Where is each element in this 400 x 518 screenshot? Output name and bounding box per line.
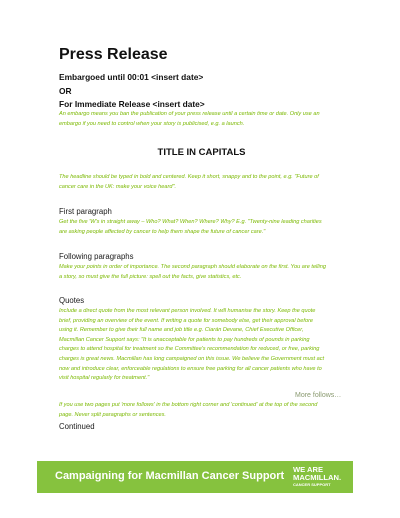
two-pages-note-line: If you use two pages put 'more follows' in the bottom right corner and 'continued' at the top of the second [59,402,318,408]
quotes-note-line: charges is great news. Macmillan has long campaigned on this issue. We believe the Government must act [59,355,325,362]
more-follows-label: More follows… [295,392,342,399]
embargo-line: Embargoed until 00:01 <insert date> [59,72,204,82]
logo-line-1: WE ARE [293,465,324,474]
banner-text: Campaigning for Macmillan Cancer Support [55,470,285,482]
quotes-note-line: charges to attend hospital for treatment so the Committee's recommendation for reduced, or free, parking [59,346,320,353]
headline-note-line: cancer care in the UK: make your voice heard". [59,183,177,190]
center-title: TITLE IN CAPITALS [157,147,246,158]
headline-note [59,173,347,192]
quotes-note-line: visit hospital regularly for treatment." [59,375,150,382]
immediate-release-line: For Immediate Release <insert date> [59,99,205,109]
macmillan-logo [293,466,341,487]
quotes-note-line: Include a direct quote from the most relevant person involved. It will humanise the story. Keep the quote [59,308,316,314]
quotes-heading: Quotes [59,296,85,305]
logo-line-3: CANCER SUPPORT [293,482,331,487]
following-note-line: a story, so must give the full picture: spell out the facts, give statistics, etc. [59,273,242,280]
logo-line-2: MACMILLAN. [293,473,342,482]
embargo-note-line: An embargo means you ban the publication of your press release until a certain time or date. Only use an [59,111,320,117]
embargo-note [59,110,347,129]
quotes-note [59,307,347,384]
quotes-note-line: Macmillan Cancer Support says: "It is unacceptable for patients to pay hundreds of pounds in parking [59,336,310,343]
first-paragraph-note-line: are asking people affected by cancer to help them shape the future of cancer care." [59,228,266,235]
campaign-banner [37,461,353,493]
continued-label: Continued [59,422,95,431]
following-paragraphs-note [59,263,347,282]
two-pages-note [59,401,347,420]
or-line: OR [59,86,72,96]
first-paragraph-note-line: Get the five 'W's in straight away – Who? What? When? Where? Why? E.g. "Twenty-nine leading charities [59,219,322,225]
two-pages-note-line: page. Never split paragraphs or sentences. [59,411,166,418]
headline-note-line: The headline should be typed in bold and centered. Keep it short, snappy and to the point, e.g. "Future of [59,174,319,180]
first-paragraph-note [59,218,347,237]
first-paragraph-heading: First paragraph [59,207,112,216]
quotes-note-line: now and introduce clear, enforceable regulations to ensure free parking for all cancer patients who have to [59,365,322,372]
following-paragraphs-heading: Following paragraphs [59,252,134,261]
quotes-note-line: using it. Remember to give their full name and job title e.g. Ciarán Devane, Chief Executive Officer, [59,327,304,334]
quotes-note-line: brief, providing an overview of the event. If writing a quote for somebody else, get their approval before [59,317,314,324]
embargo-note-line: embargo if you need to control when your story is publicised, e.g. a launch. [59,120,245,127]
following-note-line: Make your points in order of importance. The second paragraph should elaborate on the first. You are telling [59,264,327,270]
page-title: Press Release [59,46,168,63]
